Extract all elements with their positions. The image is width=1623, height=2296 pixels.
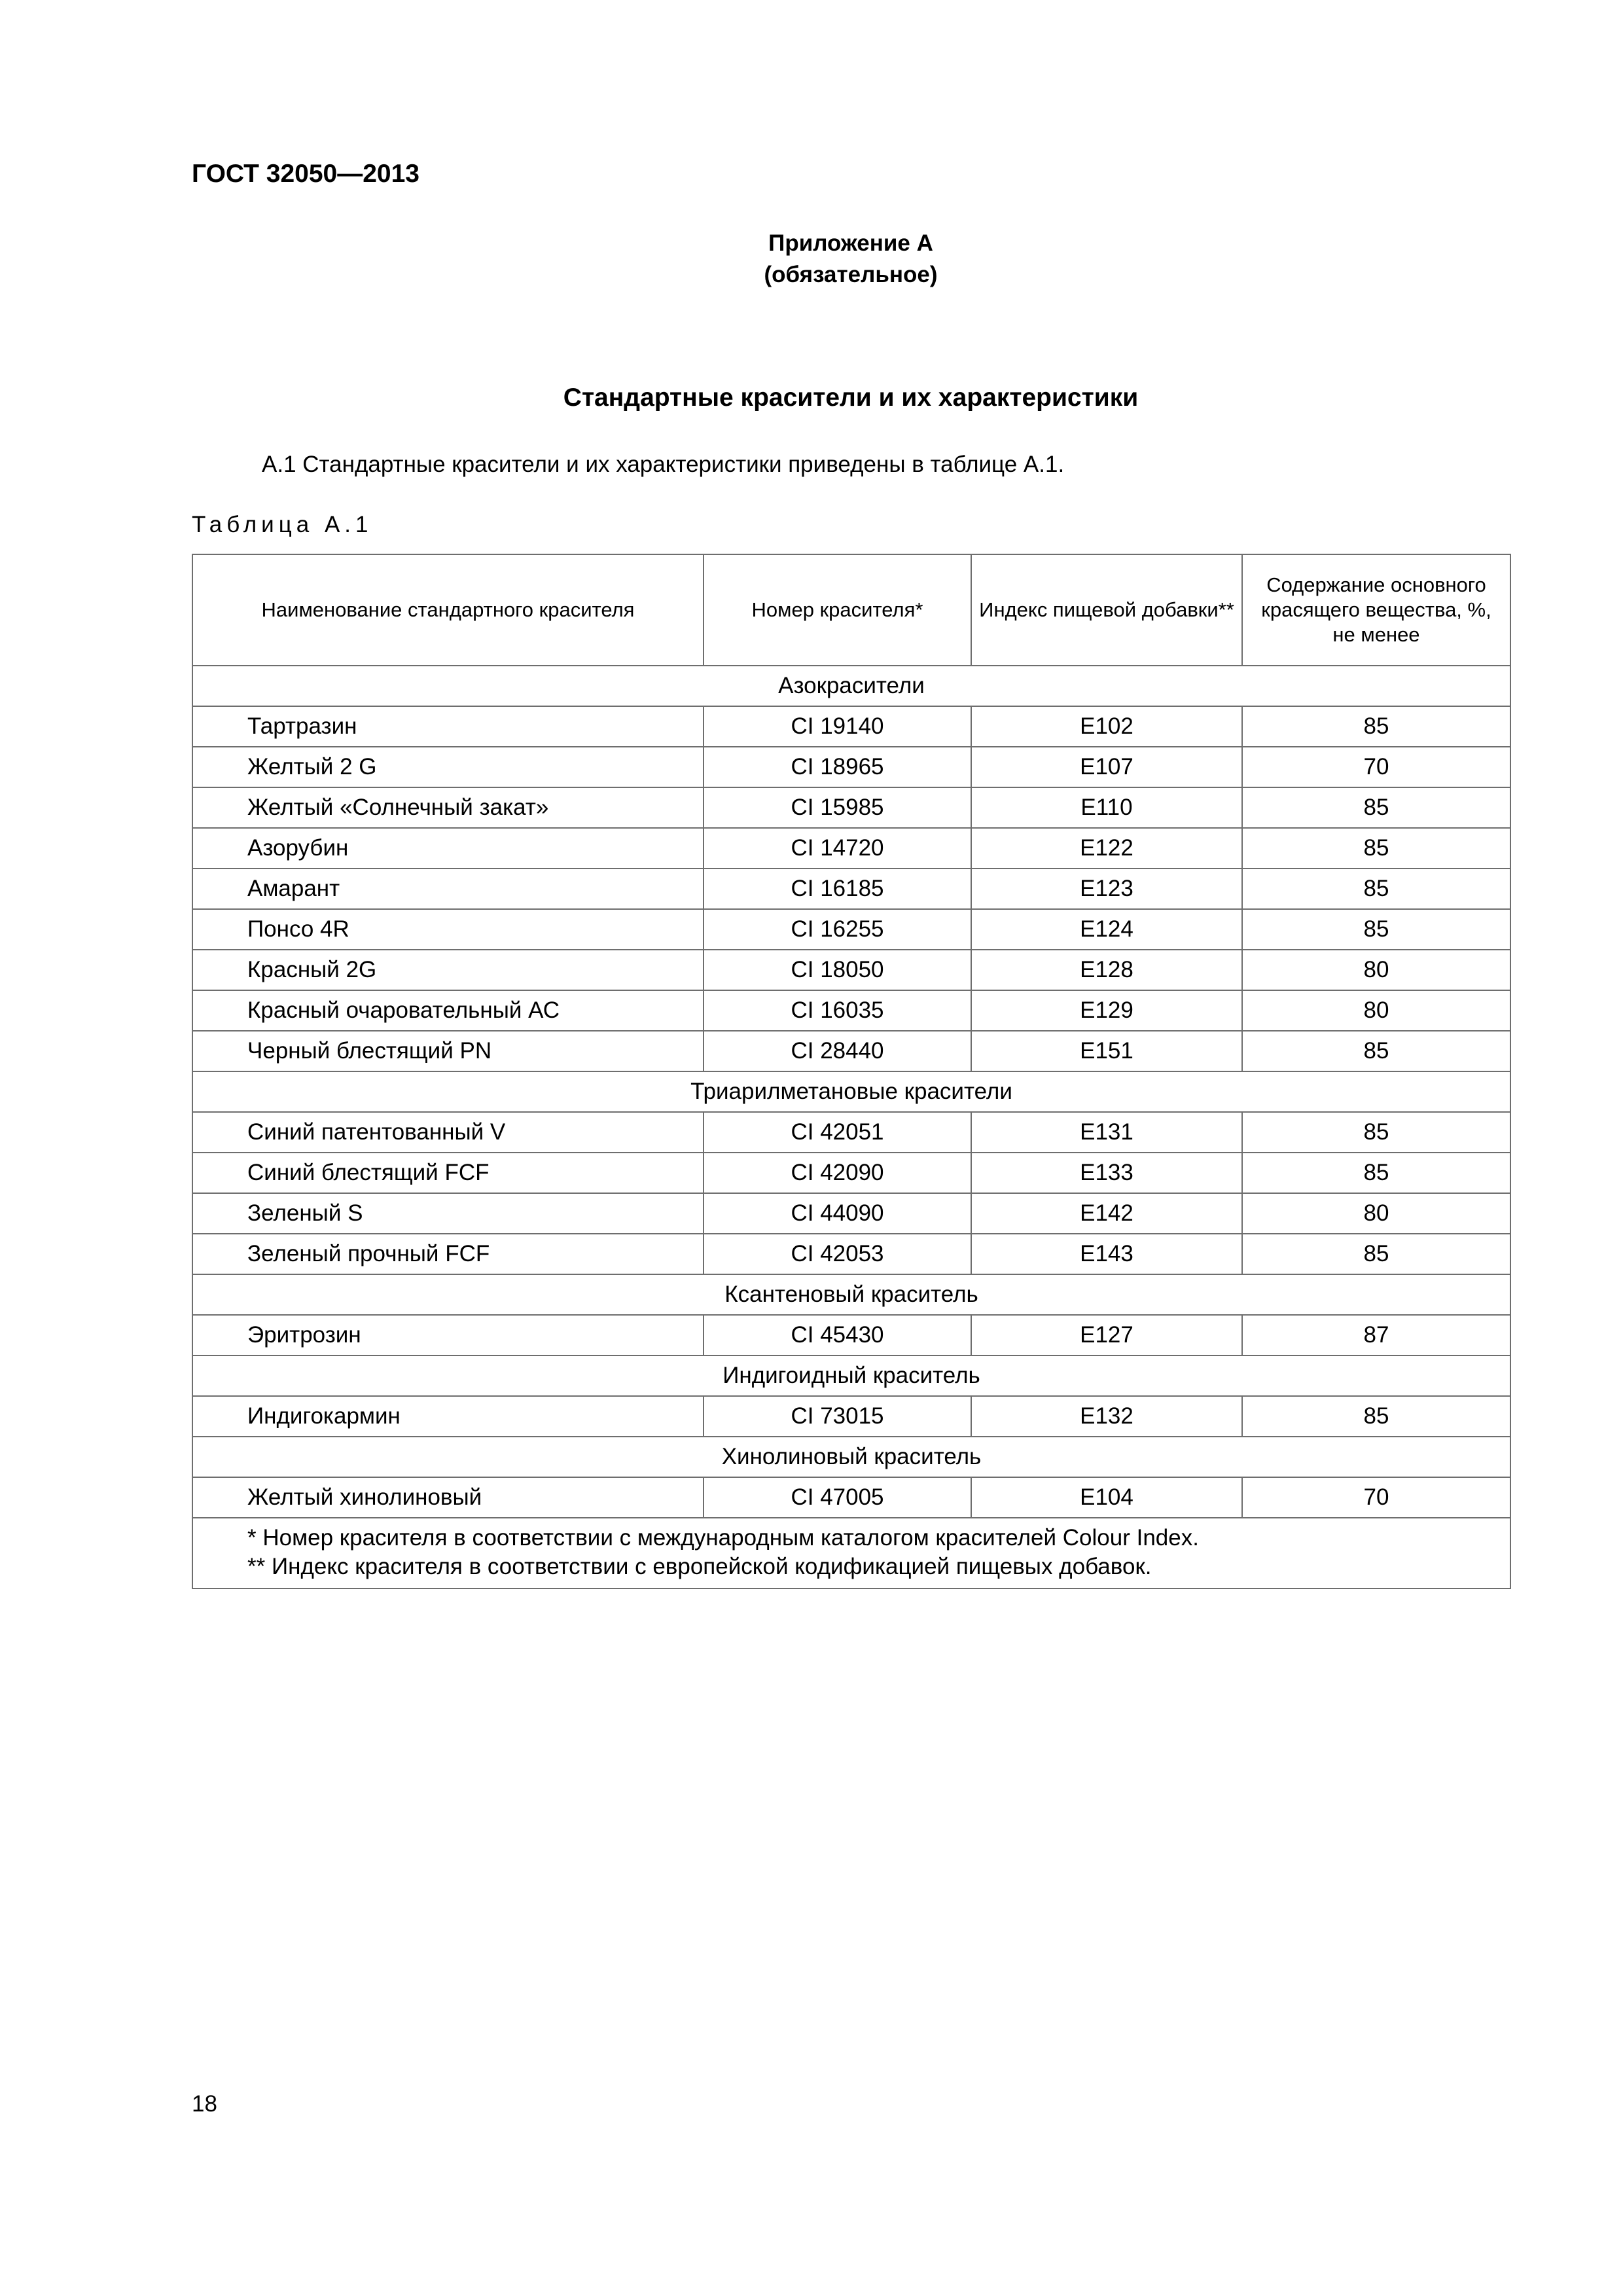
ci-number-cell: CI 45430 xyxy=(704,1315,971,1355)
column-header-e-index: Индекс пищевой добавки** xyxy=(971,554,1242,666)
intro-paragraph: А.1 Стандартные красители и их характеристики приведены в таблице А.1. xyxy=(262,452,1065,477)
group-header-row xyxy=(192,1437,1510,1477)
dye-name-cell: Красный очаровательный АС xyxy=(192,990,704,1031)
e-index-cell: E110 xyxy=(971,787,1242,828)
group-header-row xyxy=(192,1274,1510,1315)
content-cell: 85 xyxy=(1242,787,1510,828)
e-index-cell: E122 xyxy=(971,828,1242,869)
e-index-cell: E124 xyxy=(971,909,1242,950)
table-row xyxy=(192,706,1510,747)
group-title: Ксантеновый краситель xyxy=(192,1274,1510,1315)
content-cell: 87 xyxy=(1242,1315,1510,1355)
group-title: Хинолиновый краситель xyxy=(192,1437,1510,1477)
group-header-row xyxy=(192,1355,1510,1396)
section-title: Стандартные красители и их характеристики xyxy=(563,384,1139,412)
table-row xyxy=(192,909,1510,950)
dye-name-cell: Азорубин xyxy=(192,828,704,869)
dye-name-cell: Индигокармин xyxy=(192,1396,704,1437)
e-index-cell: E128 xyxy=(971,950,1242,990)
dye-name-cell: Зеленый прочный FCF xyxy=(192,1234,704,1274)
e-index-cell: E132 xyxy=(971,1396,1242,1437)
table-row xyxy=(192,1031,1510,1071)
group-header-row xyxy=(192,666,1510,706)
dye-name-cell: Синий блестящий FCF xyxy=(192,1153,704,1193)
e-index-cell: E107 xyxy=(971,747,1242,787)
content-cell: 70 xyxy=(1242,747,1510,787)
dye-name-cell: Зеленый S xyxy=(192,1193,704,1234)
content-cell: 85 xyxy=(1242,1396,1510,1437)
e-index-cell: E131 xyxy=(971,1112,1242,1153)
ci-number-cell: CI 19140 xyxy=(704,706,971,747)
table-body xyxy=(192,666,1510,1588)
dye-name-cell: Черный блестящий PN xyxy=(192,1031,704,1071)
content-cell: 85 xyxy=(1242,909,1510,950)
table-row xyxy=(192,1112,1510,1153)
group-title: Триарилметановые красители xyxy=(192,1071,1510,1112)
ci-number-cell: CI 42051 xyxy=(704,1112,971,1153)
e-index-cell: E151 xyxy=(971,1031,1242,1071)
dye-name-cell: Желтый хинолиновый xyxy=(192,1477,704,1518)
content-cell: 70 xyxy=(1242,1477,1510,1518)
table-row xyxy=(192,1234,1510,1274)
table-row xyxy=(192,787,1510,828)
content-cell: 80 xyxy=(1242,1193,1510,1234)
e-index-cell: E127 xyxy=(971,1315,1242,1355)
group-title: Индигоидный краситель xyxy=(192,1355,1510,1396)
e-index-cell: E143 xyxy=(971,1234,1242,1274)
ci-number-cell: CI 42090 xyxy=(704,1153,971,1193)
content-cell: 85 xyxy=(1242,869,1510,909)
ci-number-cell: CI 18050 xyxy=(704,950,971,990)
content-cell: 85 xyxy=(1242,1031,1510,1071)
ci-number-cell: CI 16185 xyxy=(704,869,971,909)
dye-name-cell: Желтый 2 G xyxy=(192,747,704,787)
ci-number-cell: CI 16255 xyxy=(704,909,971,950)
ci-number-cell: CI 42053 xyxy=(704,1234,971,1274)
ci-number-cell: CI 28440 xyxy=(704,1031,971,1071)
footnote: * Номер красителя в соответствии с международным каталогом красителей Colour Index. xyxy=(247,1525,1199,1551)
content-cell: 80 xyxy=(1242,950,1510,990)
table-header-row xyxy=(192,554,1510,666)
dye-name-cell: Тартразин xyxy=(192,706,704,747)
e-index-cell: E123 xyxy=(971,869,1242,909)
appendix-heading xyxy=(654,228,1047,291)
dyes-table xyxy=(192,554,1511,1589)
content-cell: 85 xyxy=(1242,828,1510,869)
column-header-name: Наименование стандартного красителя xyxy=(192,554,704,666)
appendix-status: (обязательное) xyxy=(764,262,938,287)
table-row xyxy=(192,1477,1510,1518)
table-row xyxy=(192,1153,1510,1193)
footnotes xyxy=(192,1518,1510,1588)
table-row xyxy=(192,1396,1510,1437)
group-header-row xyxy=(192,1071,1510,1112)
e-index-cell: E104 xyxy=(971,1477,1242,1518)
column-header-ci-number: Номер красителя* xyxy=(704,554,971,666)
table-row xyxy=(192,747,1510,787)
table-row xyxy=(192,950,1510,990)
content-cell: 85 xyxy=(1242,1153,1510,1193)
footnote: ** Индекс красителя в соответствии с европейской кодификацией пищевых добавок. xyxy=(247,1554,1152,1579)
group-title: Азокрасители xyxy=(192,666,1510,706)
document-code: ГОСТ 32050—2013 xyxy=(192,160,419,188)
dye-name-cell: Красный 2G xyxy=(192,950,704,990)
ci-number-cell: CI 18965 xyxy=(704,747,971,787)
e-index-cell: E102 xyxy=(971,706,1242,747)
ci-number-cell: CI 47005 xyxy=(704,1477,971,1518)
ci-number-cell: CI 14720 xyxy=(704,828,971,869)
table-row xyxy=(192,1193,1510,1234)
e-index-cell: E129 xyxy=(971,990,1242,1031)
page-number: 18 xyxy=(192,2091,217,2117)
content-cell: 80 xyxy=(1242,990,1510,1031)
table-row xyxy=(192,1315,1510,1355)
content-cell: 85 xyxy=(1242,706,1510,747)
column-header-content: Содержание основного красящего вещества, %, не менее xyxy=(1242,554,1510,666)
table-caption: Таблица А.1 xyxy=(192,512,373,537)
appendix-title: Приложение А xyxy=(768,230,933,256)
table-row xyxy=(192,828,1510,869)
table-row xyxy=(192,869,1510,909)
dye-name-cell: Желтый «Солнечный закат» xyxy=(192,787,704,828)
e-index-cell: E142 xyxy=(971,1193,1242,1234)
ci-number-cell: CI 44090 xyxy=(704,1193,971,1234)
e-index-cell: E133 xyxy=(971,1153,1242,1193)
content-cell: 85 xyxy=(1242,1112,1510,1153)
ci-number-cell: CI 16035 xyxy=(704,990,971,1031)
table-row xyxy=(192,990,1510,1031)
dye-name-cell: Понсо 4R xyxy=(192,909,704,950)
dye-name-cell: Синий патентованный V xyxy=(192,1112,704,1153)
content-cell: 85 xyxy=(1242,1234,1510,1274)
dye-name-cell: Амарант xyxy=(192,869,704,909)
ci-number-cell: CI 15985 xyxy=(704,787,971,828)
ci-number-cell: CI 73015 xyxy=(704,1396,971,1437)
footnotes-row xyxy=(192,1518,1510,1588)
dye-name-cell: Эритрозин xyxy=(192,1315,704,1355)
